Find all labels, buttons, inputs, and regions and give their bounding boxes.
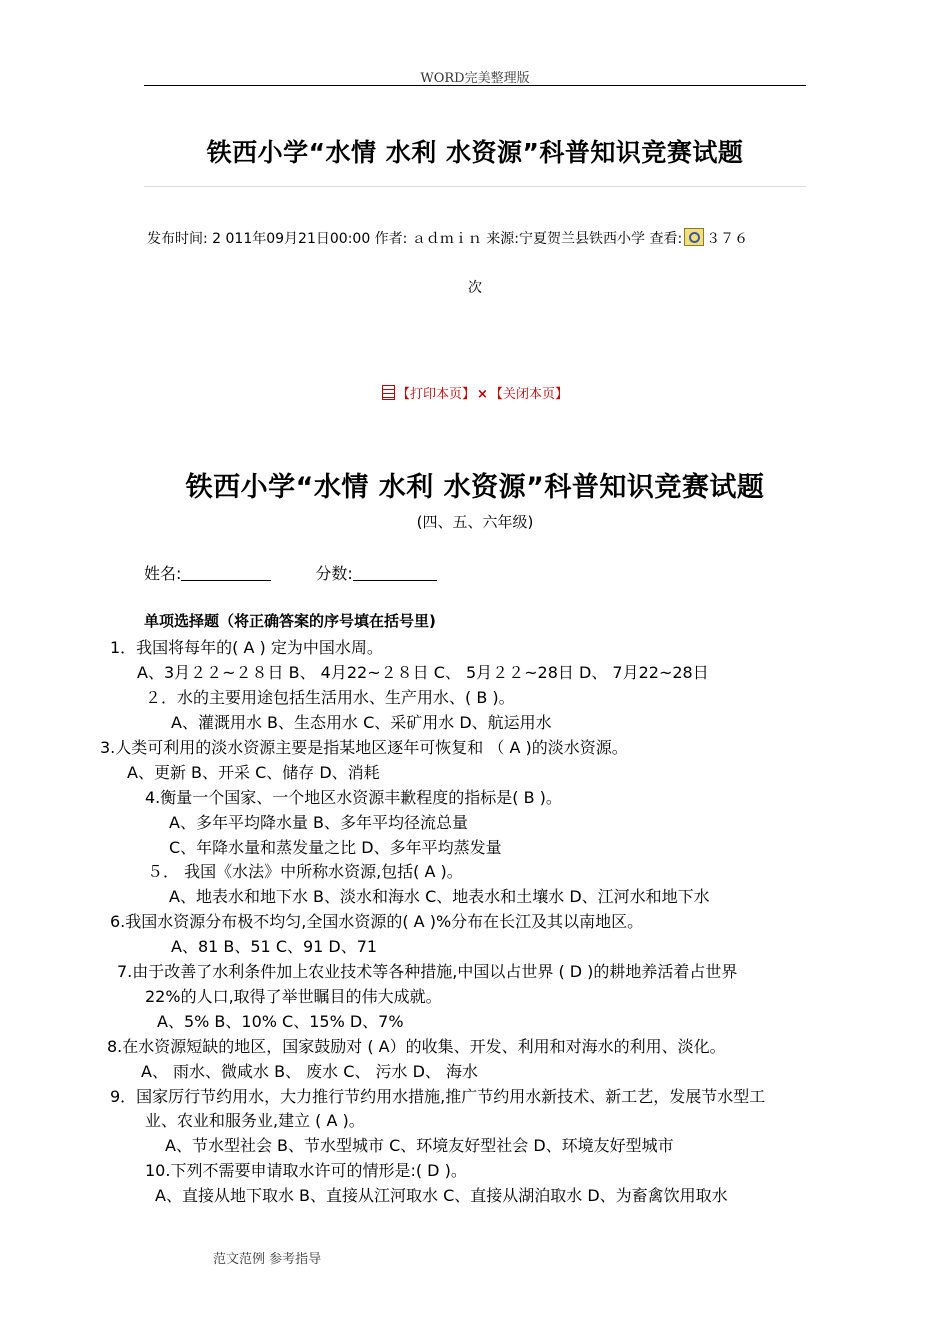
article-meta [147, 228, 748, 248]
view-count: ３７６ [706, 231, 749, 247]
counter-icon [684, 228, 704, 246]
question-line: 9．国家厉行节约用水，大力推行节约用水措施,推广节约用水新技术、新工艺，发展节水型工 [110, 1087, 766, 1106]
option-line: A、地表水和地下水 B、淡水和海水 C、地表水和土壤水 D、江河水和地下水 [169, 887, 710, 906]
question-line: 10.下列不需要申请取水许可的情形是:( D )。 [145, 1161, 467, 1180]
header-rule [144, 85, 806, 86]
meta-unit: 次 [468, 280, 482, 296]
option-line: A、多年平均降水量 B、多年平均径流总量 [169, 813, 469, 832]
question-line: 8.在水资源短缺的地区，国家鼓励对 ( A）的收集、开发、利用和对海水的利用、淡化。 [107, 1037, 726, 1056]
question-line: 3.人类可利用的淡水资源主要是指某地区逐年可恢复和 （ A )的淡水资源。 [100, 738, 628, 757]
score-label: 分数: [315, 564, 353, 583]
question-line: 1．我国将每年的( A ) 定为中国水周。 [110, 638, 383, 657]
close-x-icon: × [477, 387, 488, 402]
print-icon [382, 385, 395, 400]
name-score-row [144, 561, 437, 584]
name-label: 姓名: [144, 564, 182, 583]
close-page-link[interactable]: 【关闭本页】 [489, 387, 568, 402]
print-page-link[interactable]: 【打印本页】 [397, 387, 476, 402]
print-bar [0, 383, 950, 402]
question-line-cont: 业、农业和服务业,建立 ( A )。 [145, 1111, 365, 1130]
option-line: A、5% B、10% C、15% D、7% [157, 1012, 404, 1031]
question-line: 7.由于改善了水利条件加上农业技术等各种措施,中国以占世界 ( D )的耕地养活着占世界 [117, 962, 738, 981]
option-line: C、年降水量和蒸发量之比 D、多年平均蒸发量 [169, 838, 502, 857]
document-title: 铁西小学“水情 水利 水资源”科普知识竞赛试题 [185, 472, 765, 503]
name-blank [181, 566, 271, 581]
page-header: WORD完美整理版 [420, 71, 530, 86]
section-heading: 单项选择题（将正确答案的序号填在括号里) [144, 612, 436, 630]
option-line: A、直接从地下取水 B、直接从江河取水 C、直接从湖泊取水 D、为畜禽饮用取水 [155, 1186, 728, 1205]
option-line: A、更新 B、开采 C、储存 D、消耗 [127, 763, 380, 782]
question-line: ５． 我国《水法》中所称水资源,包括( A )。 [147, 862, 463, 881]
question-line: 6.我国水资源分布极不均匀,全国水资源的( A )%分布在长江及其以南地区。 [110, 912, 644, 931]
page-footer: 范文范例 参考指导 [213, 1252, 322, 1267]
option-line: A、 雨水、微咸水 B、 废水 C、 污水 D、 海水 [141, 1062, 479, 1081]
document-subtitle: (四、五、六年级) [416, 513, 534, 531]
option-line: A、3月２２~２８日 B、 4月22~２８日 C、 5月２２~28日 D、 7月22~28日 [137, 663, 709, 682]
meta-text: 发布时间: 2 011年09月21日00:00 作者: ａｄｍｉｎ 来源:宁夏贺兰县铁西小学 查看: [147, 231, 683, 247]
option-line: A、节水型社会 B、节水型城市 C、环境友好型社会 D、环境友好型城市 [165, 1136, 674, 1155]
page-title: 铁西小学“水情 水利 水资源”科普知识竞赛试题 [206, 138, 744, 167]
question-line: ２．水的主要用途包括生活用水、生产用水、( B )。 [145, 688, 515, 707]
score-blank [353, 566, 437, 581]
option-line: A、81 B、51 C、91 D、71 [171, 937, 378, 956]
title-divider [144, 186, 806, 187]
question-line: 4.衡量一个国家、一个地区水资源丰歉程度的指标是( B )。 [145, 788, 562, 807]
question-line-cont: 22%的人口,取得了举世瞩目的伟大成就。 [145, 987, 442, 1006]
option-line: A、灌溉用水 B、生态用水 C、采矿用水 D、航运用水 [171, 713, 552, 732]
